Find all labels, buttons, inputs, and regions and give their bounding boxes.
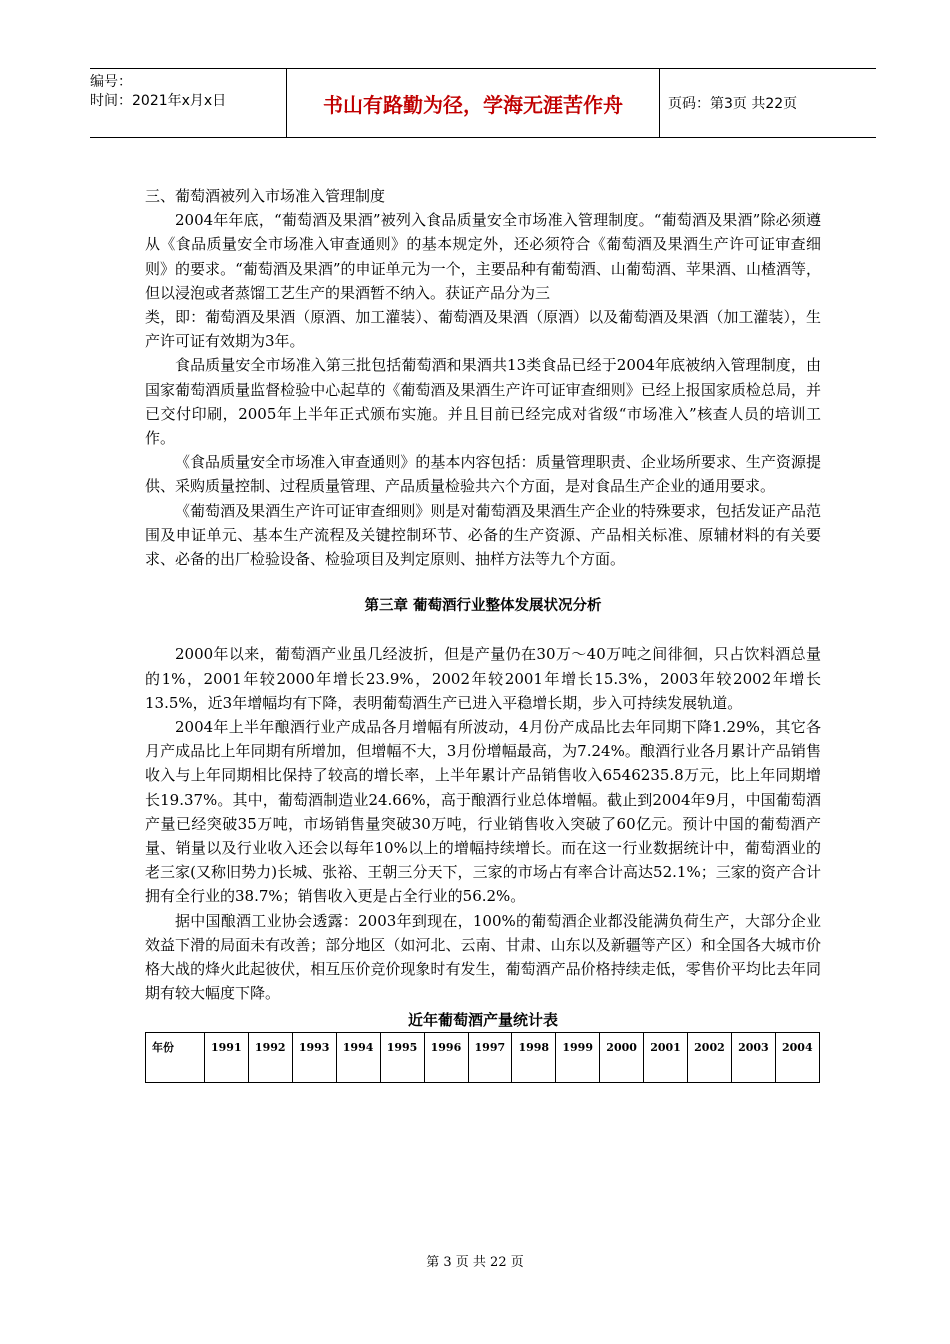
table-row bbox=[146, 1032, 820, 1082]
year-cell: 1994 bbox=[336, 1032, 380, 1082]
year-cell: 2001 bbox=[644, 1032, 688, 1082]
year-cell: 2000 bbox=[600, 1032, 644, 1082]
page-header bbox=[90, 68, 876, 138]
production-stats-table bbox=[145, 1032, 820, 1083]
header-meta bbox=[90, 69, 286, 137]
table-title: 近年葡萄酒产量统计表 bbox=[407, 1010, 558, 1029]
section-heading: 三、葡萄酒被列入市场准入管理制度 bbox=[145, 187, 386, 205]
year-cell: 1998 bbox=[512, 1032, 556, 1082]
paragraph: 2004年上半年酿酒行业产成品各月增幅有所波动，4月份产成品比去年同期下降1.29%，其它各月产成品比上年同期有所增加，但增幅不大，3月份增幅最高，为7.24%。酿酒行业各月累计产品销售收入与上年同期相比保持了较高的增长率，上半年累计产品销售收入6546235.8万元，比上年同期增长19.37%。其中，葡萄酒制造业24.66%，高于酿酒行业总体增幅。截止到2004年9月，中国葡萄酒产量已经突破35万吨，市场销售量突破30万吨，行业销售收入突破了60亿元。预计中国的葡萄酒产量、销量以及行业收入还会以每年10%以上的增幅持续增长。而在这一行业数据统计中，葡萄酒业的老三家(又称旧势力)长城、张裕、王朝三分天下，三家的市场占有率合计高达52.1%；三家的资产合计拥有全行业的38.7%；销售收入更是占全行业的56.2%。 bbox=[145, 718, 821, 906]
year-cell: 2003 bbox=[732, 1032, 776, 1082]
year-cell: 1995 bbox=[380, 1032, 424, 1082]
chapter-title: 第三章 葡萄酒行业整体发展状况分析 bbox=[364, 598, 602, 615]
header-motto: 书山有路勤为径，学海无涯苦作舟 bbox=[286, 69, 660, 137]
paragraph: 据中国酿酒工业协会透露：2003年到现在，100%的葡萄酒企业都没能满负荷生产，大部分企业效益下滑的局面未有改善；部分地区（如河北、云南、甘肃、山东以及新疆等产区）和全国各大城市价格大战的烽火此起彼伏，相互压价竞价现象时有发生，葡萄酒产品价格持续走低，零售价平均比去年同期有较大幅度下降。 bbox=[145, 911, 821, 1003]
document-number-label: 编号： bbox=[90, 74, 132, 90]
paragraph: 食品质量安全市场准入第三批包括葡萄酒和果酒共13类食品已经于2004年底被纳入管理制度，由国家葡萄酒质量监督检验中心起草的《葡萄酒及果酒生产许可证审查细则》已经上报国家质检总局，并已交付印刷，2005年上半年正式颁布实施。并且目前已经完成对省级“市场准入”核查人员的培训工作。 bbox=[145, 356, 821, 448]
table-header-cell: 年份 bbox=[146, 1032, 205, 1082]
paragraph: 类，即：葡萄酒及果酒（原酒、加工灌装）、葡萄酒及果酒（原酒）以及葡萄酒及果酒（加工灌装），生产许可证有效期为3年。 bbox=[145, 308, 821, 351]
header-page-info: 页码：第3页 共22页 bbox=[668, 96, 798, 112]
year-cell: 1999 bbox=[556, 1032, 600, 1082]
paragraph: 2000年以来，葡萄酒产业虽几经波折，但是产量仍在30万～40万吨之间徘徊，只占饮料酒总量的1%，2001年较2000年增长23.9%，2002年较2001年增长15.3%，2003年较2002年增长13.5%，近3年增幅均有下降，表明葡萄酒生产已进入平稳增长期，步入可持续发展轨道。 bbox=[145, 645, 821, 712]
year-cell: 1996 bbox=[424, 1032, 468, 1082]
year-cell: 1997 bbox=[468, 1032, 512, 1082]
year-cell: 1992 bbox=[248, 1032, 292, 1082]
page-footer: 第 3 页 共 22 页 bbox=[426, 1255, 524, 1270]
document-time-label: 时间：2021年x月x日 bbox=[90, 93, 227, 109]
year-cell: 1993 bbox=[292, 1032, 336, 1082]
year-cell: 2002 bbox=[688, 1032, 732, 1082]
paragraph: 《食品质量安全市场准入审查通则》的基本内容包括：质量管理职责、企业场所要求、生产资源提供、采购质量控制、过程质量管理、产品质量检验共六个方面，是对食品生产企业的通用要求。 bbox=[145, 453, 821, 496]
document-body bbox=[145, 184, 821, 1083]
year-cell: 2004 bbox=[775, 1032, 819, 1082]
paragraph: 《葡萄酒及果酒生产许可证审查细则》则是对葡萄酒及果酒生产企业的特殊要求，包括发证产品范围及申证单元、基本生产流程及关键控制环节、必备的生产资源、产品相关标准、原辅材料的有关要求、必备的出厂检验设备、检验项目及判定原则、抽样方法等九个方面。 bbox=[145, 501, 821, 569]
paragraph: 2004年年底，“葡萄酒及果酒”被列入食品质量安全市场准入管理制度。“葡萄酒及果酒”除必须遵从《食品质量安全市场准入审查通则》的基本规定外，还必须符合《葡萄酒及果酒生产许可证审查细则》的要求。“葡萄酒及果酒”的申证单元为一个，主要品种有葡萄酒、山葡萄酒、苹果酒、山楂酒等，但以浸泡或者蒸馏工艺生产的果酒暂不纳入。获证产品分为三 bbox=[145, 211, 821, 302]
year-cell: 1991 bbox=[205, 1032, 249, 1082]
